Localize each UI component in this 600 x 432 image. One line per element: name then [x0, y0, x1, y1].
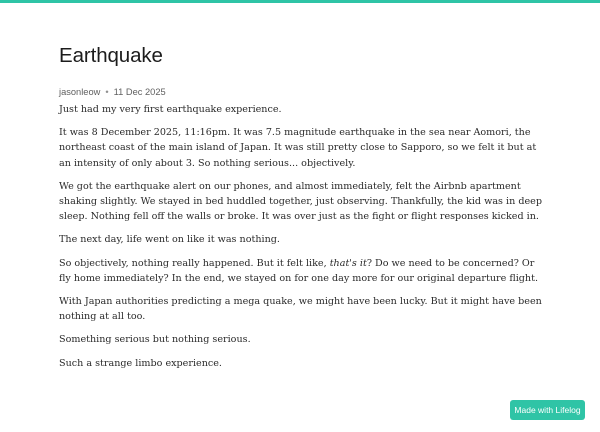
paragraph-7: Something serious but nothing serious.	[59, 334, 251, 346]
meta-separator: •	[105, 87, 109, 97]
post-meta	[59, 87, 166, 97]
paragraph-5-end: ? Do we need to be concerned? Or fly home immediately? In the end, we stayed on for one day more for our original departure flight.	[59, 257, 539, 284]
post-title: Earthquake	[59, 44, 163, 67]
paragraph-5	[59, 256, 549, 286]
paragraph-3: We got the earthquake alert on our phones, and almost immediately, felt the Airbnb apartment shaking slightly. We stayed in bed huddled together, just observing. Thankfully, the kid was in deep sleep. Nothing fell off the walls or broke. It was over just as the fight or flight responses kicked in.	[59, 180, 542, 223]
paragraph-8: Such a strange limbo experience.	[59, 357, 222, 369]
post-body	[59, 102, 549, 379]
paragraph-2: It was 8 December 2025, 11:16pm. It was 7.5 magnitude earthquake in the sea near Aomori, the northeast coast of the main island of Japan. It was still pretty close to Sapporo, so we felt it but at an intensity of only about 3. So nothing serious... objectively.	[59, 127, 537, 169]
paragraph-1: Just had my very first earthquake experience.	[59, 104, 282, 115]
paragraph-4: The next day, life went on like it was nothing.	[59, 234, 280, 246]
paragraph-6: With Japan authorities predicting a mega quake, we might have been lucky. But it might have been nothing at all too.	[59, 296, 542, 323]
post-date: 11 Dec 2025	[113, 87, 166, 97]
post-author[interactable]: jasonleow	[59, 87, 101, 97]
made-with-lifelog-button[interactable]: Made with Lifelog	[510, 400, 585, 420]
top-accent-bar	[0, 0, 600, 3]
paragraph-5-emphasis: that's it	[329, 257, 367, 269]
paragraph-5-start: So objectively, nothing really happened. But it felt like,	[59, 257, 330, 269]
